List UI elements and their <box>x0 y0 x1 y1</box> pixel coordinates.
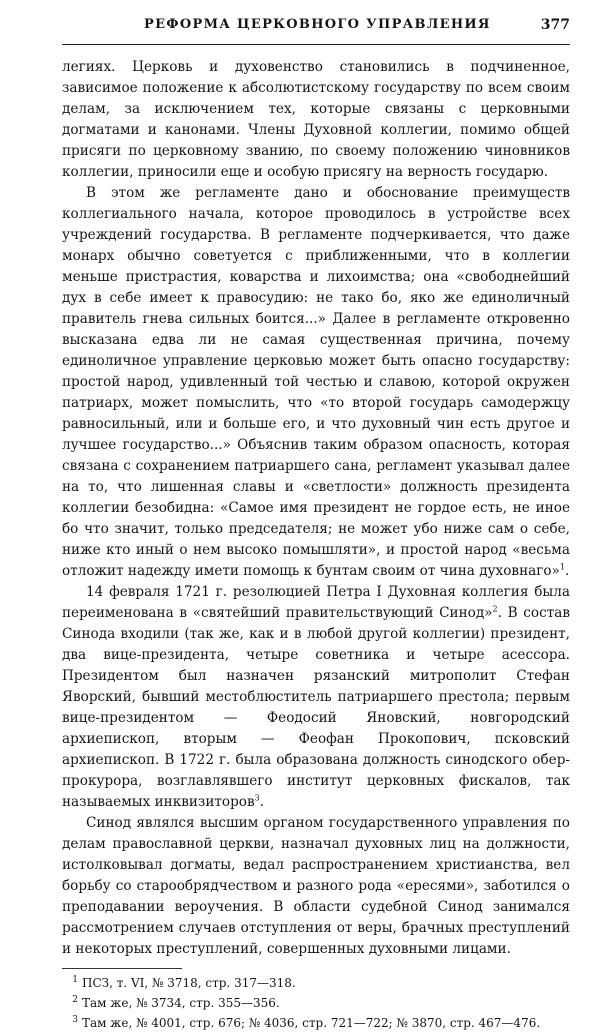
footnote-mark: 3 <box>72 1015 78 1025</box>
book-page <box>62 0 570 1033</box>
body-text <box>62 57 570 960</box>
footnote-text: ПСЗ, т. VI, № 3718, стр. 317—318. <box>82 976 296 990</box>
footnote <box>62 993 570 1013</box>
page-number: 377 <box>540 17 570 33</box>
footnote-text: Там же, № 3734, стр. 355—356. <box>82 996 280 1010</box>
running-head <box>62 14 570 45</box>
running-title: РЕФОРМА ЦЕРКОВНОГО УПРАВЛЕНИЯ <box>144 17 491 32</box>
paragraph-continued: легиях. Церковь и духовенство становились в подчиненное, зависимое положение к абсолютистскому государству по всем своим делам, за исключением тех, которые связаны с церковными догматами и канонами. Члены Духовной коллегии, помимо общей присяги по церковному званию, по своему положению чиновников коллегии, приносили еще и особую присягу на верность государю. <box>62 59 570 180</box>
footnote <box>62 1013 570 1033</box>
footnote-mark: 1 <box>72 975 78 985</box>
footnote-ref-3: 3 <box>254 793 260 803</box>
footnote-divider <box>62 968 182 969</box>
footnote <box>62 973 570 993</box>
footnote-mark: 2 <box>72 995 78 1005</box>
footnote-text: Там же, № 4001, стр. 676; № 4036, стр. 721—722; № 3870, стр. 467—476. <box>82 1016 541 1030</box>
footnotes <box>62 973 570 1033</box>
paragraph-regulation: В этом же регламенте дано и обоснование преимуществ коллегиального начала, которое проводилось в устройстве всех учреждений государства. В регламенте подчеркивается, что даже монарх обычно советуется с приближенными, что в коллегии меньше пристрастия, коварства и лихоимства; она «свободнейший дух в себе имеет к правосудию: не тако бо, яко же единоличный правитель гнева сильных боится...» Далее в регламенте откровенно высказана едва ли не самая существенная причина, почему единоличное управление церковью может быть опасно государству: простой народ, удивленный той честью и славою, которой окружен патриарх, может помыслить, что «то второй государь самодержцу равносильный, или и больше его, и что духовный чин есть другое и лучшее государство...» Объяснив таким образом опасность, которая связана с сохранением патриаршего сана, регламент указывал далее на то, что лишенная славы и «светлости» должность президента коллегии безобидна: «Самое имя президент не гордое есть, не иное бо что значит, только председателя; не может убо ниже сам о себе, ниже кто иный о нем высоко помышляти», и простой народ «весьма отложит надежду имети помощь к бунтам своим от чина духовнаго»$^1$. <box>62 185 570 579</box>
footnote-ref-1: 1 <box>559 562 565 572</box>
paragraph-synod-founding: 14 февраля 1721 г. резолюцией Петра I Духовная коллегия была переименована в «святейший правительствующий Синод»$^2$. В состав Синода входили (так же, как и в любой другой коллегии) президент, два вице-президента, четыре советника и четыре асессора. Президентом был назначен рязанский митрополит Стефан Яворский, бывший местоблюститель патриаршего престола; первым вице-президентом — Феодосий Яновский, новгородский архиепископ, вторым — Феофан Прокопович, псковский архиепископ. В 1722 г. была образована должность синодского обер-прокурора, возглавлявшего институт церковных фискалов, так называемых инквизиторов$^3$. <box>62 584 570 810</box>
footnote-ref-2: 2 <box>492 604 498 614</box>
paragraph-synod-role: Синод являлся высшим органом государственного управления по делам православной церкви, назначал духовных лиц на должности, истолковывал догматы, ведал распространением христианства, вел борьбу со старообрядчеством и разного рода «ересями», заботился о преподавании вероучения. В области судебной Синод занимался рассмотрением случаев отступления от веры, брачных преступлений и некоторых преступлений, совершенных духовными лицами. <box>62 815 570 957</box>
